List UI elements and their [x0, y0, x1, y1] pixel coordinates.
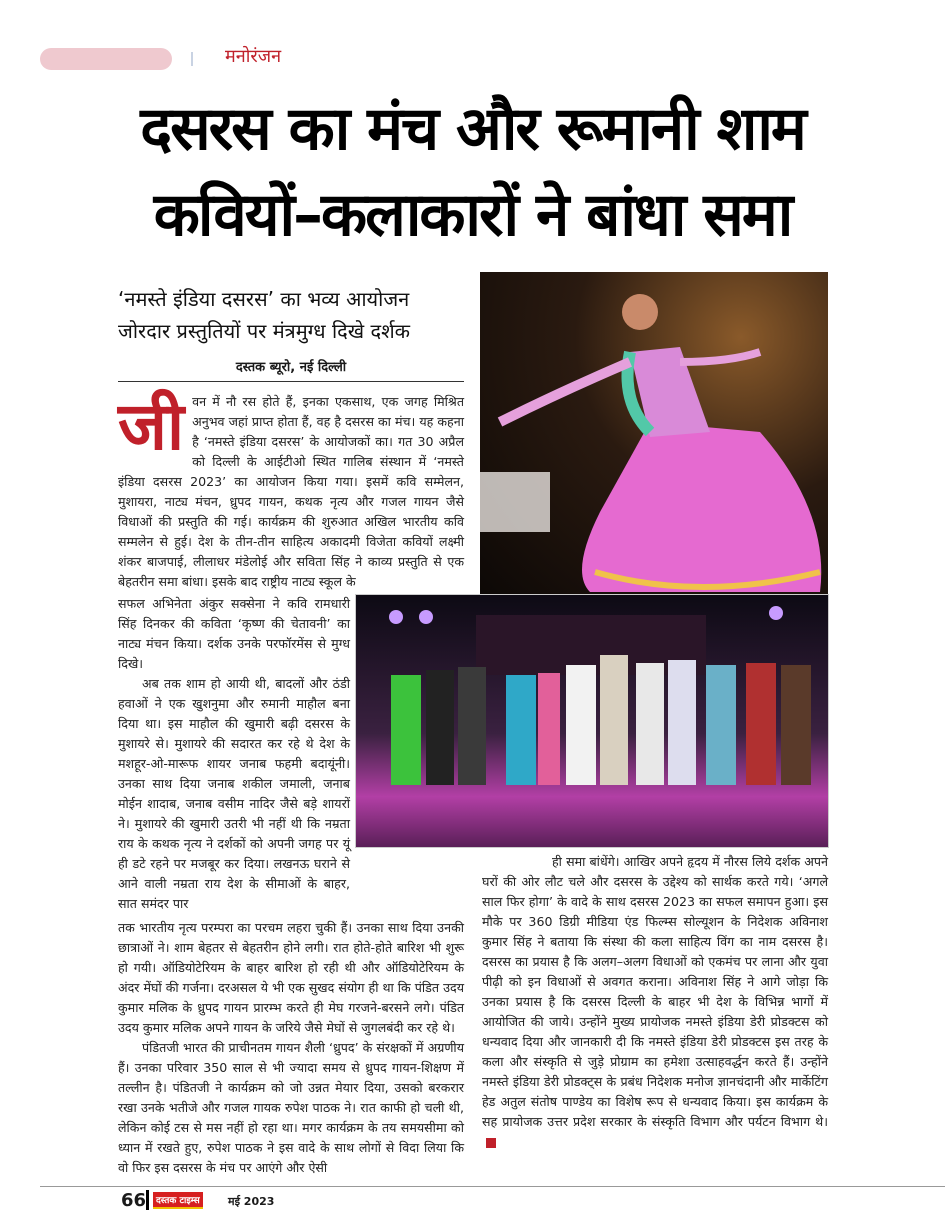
paragraph-text: ही समा बांधेंगे। आखिर अपने हृदय में नौरस लिये दर्शक अपने घरों की ओर लौट चले और दसरस के उद्देश्य को सार्थक करते गये। ‘अगले साल फिर होगा’ के वादे के साथ दसरस 2023 का सफल समापन हुआ। इस मौके पर 360 डिग्री मीडिया एंड फिल्म्स सोल्यूशन के निदेशक अविनाश कुमार सिंह ने बताया कि संस्था की कला साहित्य विंग का नाम दसरस है। दसरस का प्रयास है कि अलग–अलग विधाओं को एकमंच पर लाना और युवा पीढ़ी को इन विधाओं से अवगत कराना। अविनाश सिंह ने आगे जोड़ा कि उनका प्रयास है कि दसरस दिल्ली के बाहर भी देश के विभिन्न भागों में आयोजित की जाये। उन्होंने मुख्य प्रायोजक नमस्ते इंडिया डेरी प्रोडक्टस को धन्यवाद दिया और जानकारी दी कि नमस्ते इंडिया डेरी प्रोडक्टस इस तरह के कला और संस्कृति से जुड़े प्रोग्राम का हमेशा उत्साहवर्द्धन करते हैं। उन्होंने नमस्ते इंडिया डेरी प्रोडक्ट्स के प्रबंध निदेशक मनोज ज्ञानचंदानी और मार्केटिंग हेड अतुल संतोष पाण्डेय का विशेष रूप से धन्यवाद किया। इस कार्यक्रम के सह प्रायोजक उत्तर प्रदेश सरकार के संस्कृति विभाग और पर्यटन विभाग थे।	[482, 854, 828, 1129]
paragraph	[482, 852, 828, 1152]
group-photo	[355, 594, 829, 848]
end-mark-icon	[486, 1138, 496, 1148]
drop-cap: जी	[118, 388, 185, 465]
paragraph: वन में नौ रस होते हैं, इनका एकसाथ, एक जगह मिश्रित अनुभव जहां प्राप्त होता हैं, वह है दसरस का मंच। यह कहना है ‘नमस्ते इंडिया दसरस’ के आयोजकों का। गत 30 अप्रैल को दिल्ली के आईटीओ स्थित गालिब संस्थान में ‘नमस्ते इंडिया दसरस 2023’ का आयोजन किया गया। इसमें कवि सम्मेलन, मुशायरा, नाट्य मंचन, ध्रुपद गायन, कथक नृत्य और गजल गायन जैसे विधाओं की प्रस्तुति की गई। कार्यक्रम की शुरुआत अखिल भारतीय कवि सम्मलेन से हुई। देश के तीन-तीन साहित्य अकादमी विजेता कवियों लक्ष्मी शंकर बाजपाई, लीलाधर मंडेलोई और सविता सिंह ने काव्य प्रस्तुति से एक बेहतरीन समा बांधा। इसके बाद राष्ट्रीय नाट्य स्कूल के	[118, 394, 464, 589]
magazine-logo: दस्तक टाइम्स	[153, 1192, 203, 1209]
divider	[191, 52, 193, 66]
article-block-b	[118, 594, 350, 914]
footer-rule	[40, 1186, 945, 1187]
subheadline-line-1: ‘नमस्ते इंडिया दसरस’ का भव्य आयोजन	[118, 287, 410, 311]
dancer-illustration	[480, 272, 828, 598]
headline-line-1: दसरस का मंच और रूमानी शाम	[140, 94, 805, 164]
dancer-photo	[480, 272, 828, 598]
section-label: मनोरंजन	[225, 46, 282, 67]
article-block-d	[482, 852, 828, 1152]
headline-line-2: कवियों–कलाकारों ने बांधा समा	[153, 180, 792, 250]
footer-divider	[146, 1190, 149, 1210]
article-block-a	[118, 388, 464, 592]
issue-date: मई 2023	[228, 1195, 275, 1208]
paragraph: पंडितजी भारत की प्राचीनतम गायन शैली ‘ध्रुपद’ के संरक्षकों में अग्रणीय हैं। उनका परिवार 350 साल से भी ज्यादा समय से ध्रुपद गायन-शिक्षण में तल्लीन है। पंडितजी ने कार्यक्रम को जो उन्नत मेयार दिया, उसको बरकरार रखा उनके भतीजे और गजल गायक रुपेश पाठक ने। रात काफी हो चली थी, लेकिन कोई टस से मस नहीं हो रहा था। मगर कार्यक्रम के तय समयसीमा को ध्यान में रखते हुए, रुपेश पाठक ने इस वादे के साथ लोगों से विदा लिया कि वो फिर इस दसरस के मंच पर आएंगे और ऐसी	[118, 1040, 464, 1175]
group-illustration	[356, 595, 829, 848]
paragraph: अब तक शाम हो आयी थी, बादलों और ठंडी हवाओं ने एक खुशनुमा और रुमानी माहौल बना दिया था। इस माहौल की खुमारी बढ़ी दसरस के मुशायरे से। मुशायरे की सदारत कर रहे थे देश के मशहूर-ओ-मारूफ शायर जनाब फहमी बदायूंनी। उनका साथ दिया जनाब शकील जमाली, जनाब मोईन शादाब, जनाब वसीम नादिर जैसे बड़े शायरों ने। मुशायरे की खुमारी उतरी भी नहीं थी कि नम्रता राय के कथक नृत्य ने दर्शकों को अपनी जगह पर यूं ही डटे रहने पर मजबूर कर दिया। लखनऊ घराने से आने वाली नम्रता राय देश के सीमाओं के बाहर, सात समंदर पार	[118, 676, 350, 911]
page-number: 66	[121, 1190, 147, 1211]
subheadline	[118, 283, 464, 347]
article-block-c	[118, 918, 464, 1178]
paragraph: सफल अभिनेता अंकुर सक्सेना ने कवि रामधारी सिंह दिनकर की कविता ‘कृष्ण की चेतावनी’ का नाट्य मंचन किया। दर्शक उनके परफॉरमेंस से मुग्ध दिखे।	[118, 596, 350, 671]
byline: दस्तक ब्यूरो, नई दिल्ली	[118, 357, 464, 382]
headline	[20, 86, 925, 258]
paragraph: तक भारतीय नृत्य परम्परा का परचम लहरा चुकी हैं। उनका साथ दिया उनकी छात्राओं ने। शाम बेहतर से बेहतरीन होने लगी। रात होते-होते बारिश भी शुरू हो गयी। ऑडियोटेरियम के बाहर बारिश हो रही थी और ऑडियोटेरियम के अंदर मेंघों की गर्जना। दरअसल ये भी एक सुखद संयोग ही था कि पंडित उदय कुमार मलिक के ध्रुपद गायन प्रारम्भ करते ही मेघ गरजने-बरसने लगे। पंडित उदय कुमार मलिक अपने गायन के जरिये जैसे मेघों से जुगलबंदी कर रहे थे।	[118, 920, 464, 1035]
subheadline-line-2: जोरदार प्रस्तुतियों पर मंत्रमुग्ध दिखे दर्शक	[118, 319, 411, 343]
section-pill	[40, 48, 172, 70]
